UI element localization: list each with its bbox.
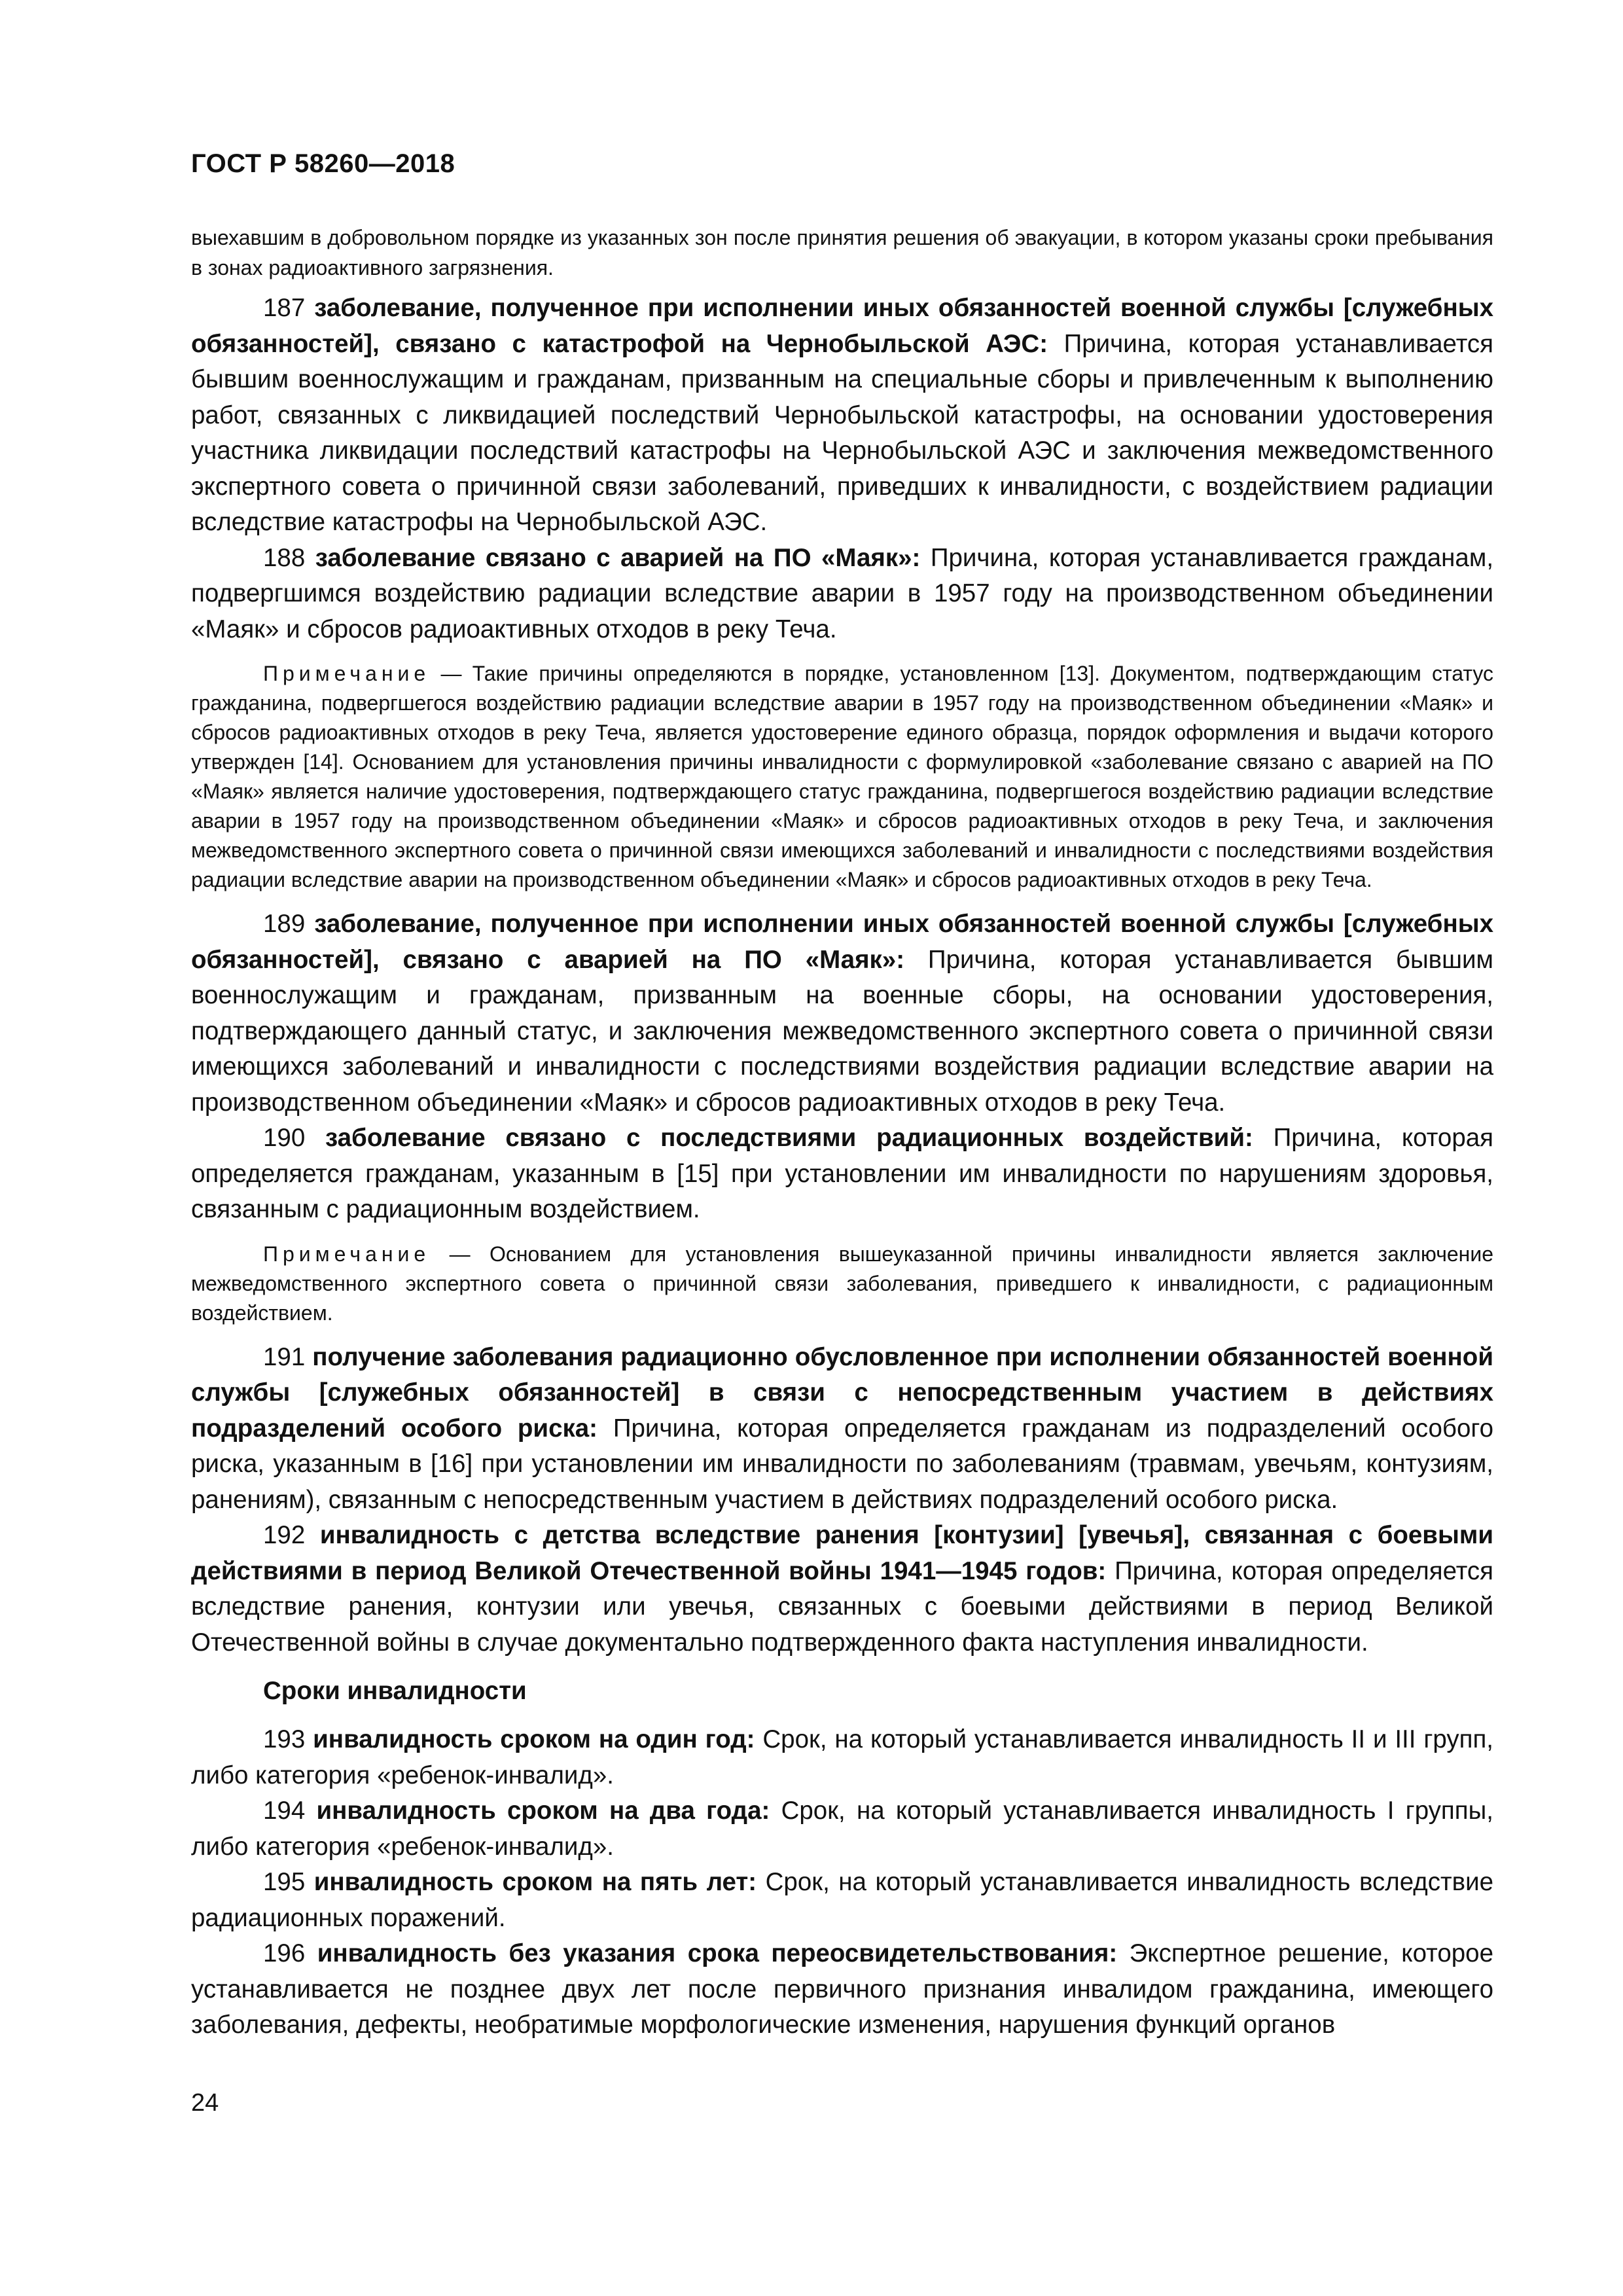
entry-definition: Причина, которая определяется гражданам из подразделений особого риска, указанным в [16] при установлении им инвалидности по заболеваниям (травмам, увечьям, контузиям, ранениям), связанным с непосредственным участием в действиях подразделений особого риска. bbox=[191, 1414, 1493, 1514]
entry-number: 187 bbox=[263, 294, 306, 322]
entry-definition: Причина, которая устанавливается бывшим военнослужащим и гражданам, призванным на военные сборы, на основании удостоверения, подтверждающего данный статус, и заключения межведомственного экспертного совета о причинной связи имеющихся заболеваний и инвалидности с последствиями воздействия радиации вследствие аварии на производственном объединении «Маяк» и сбросов радиоактивных отходов в реку Теча. bbox=[191, 945, 1493, 1117]
entry-number: 193 bbox=[263, 1725, 306, 1753]
note-label: Примечание bbox=[263, 1242, 431, 1266]
entry-195 bbox=[191, 1865, 1493, 1936]
document-header: ГОСТ Р 58260—2018 bbox=[191, 149, 455, 178]
entry-definition: Срок, на который устанавливается инвалидность II и III групп, либо категория «ребенок-инвалид». bbox=[191, 1725, 1493, 1789]
entry-term: заболевание связано с последствиями радиационных воздействий: bbox=[325, 1124, 1253, 1152]
entry-term: инвалидность сроком на пять лет: bbox=[313, 1868, 757, 1896]
entry-definition: Причина, которая определяется гражданам, указанным в [15] при установлении им инвалидности по нарушениям здоровья, связанным с радиационным воздействием. bbox=[191, 1124, 1493, 1223]
entry-187 bbox=[191, 291, 1493, 541]
entry-definition: Экспертное решение, которое устанавливается не позднее двух лет после первичного признания инвалидом гражданина, имеющего заболевания, дефекты, необратимые морфологические изменения, нарушения функций органов bbox=[191, 1939, 1493, 2039]
entry-term: заболевание, полученное при исполнении иных обязанностей военной службы [служебных обязанностей], связано с катастрофой на Чернобыльской АЭС: bbox=[191, 294, 1493, 358]
entry-term: заболевание, полученное при исполнении иных обязанностей военной службы [служебных обязанностей], связано с аварией на ПО «Маяк»: bbox=[191, 910, 1493, 974]
entry-definition: Срок, на который устанавливается инвалидность вследствие радиационных поражений. bbox=[191, 1868, 1493, 1932]
entry-number: 195 bbox=[263, 1868, 306, 1896]
intro-paragraph: выехавшим в добровольном порядке из указанных зон после принятия решения об эвакуации, в котором указаны сроки пребывания в зонах радиоактивного загрязнения. bbox=[191, 226, 1493, 279]
entry-192 bbox=[191, 1518, 1493, 1660]
note-label: Примечание bbox=[263, 662, 431, 685]
entry-number: 196 bbox=[263, 1939, 306, 1967]
entry-definition: Причина, которая определяется вследствие ранения, контузии или увечья, связанных с боевыми действиями в период Великой Отечественной войны в случае документально подтвержденного факта наступления инвалидности. bbox=[191, 1556, 1494, 1657]
entry-definition: Причина, которая устанавливается гражданам, подвергшимся воздействию радиации вследствие аварии в 1957 году на производственном объединении «Маяк» и сбросов радиоактивных отходов в реку Теча. bbox=[191, 543, 1494, 643]
entry-number: 190 bbox=[263, 1124, 306, 1152]
entry-191 bbox=[191, 1340, 1493, 1518]
entry-definition: Причина, которая устанавливается бывшим военнослужащим и гражданам, призванным на специальные сборы и привлеченным к выполнению работ, связанных с ликвидацией последствий Чернобыльской катастрофы, на основании удостоверения участника ликвидации последствий катастрофы на Чернобыльской АЭС и заключения межведомственного экспертного совета о причинной связи заболеваний, приведших к инвалидности, с воздействием радиации вследствие катастрофы на Чернобыльской АЭС. bbox=[191, 329, 1493, 536]
entry-term: инвалидность с детства вследствие ранения [контузии] [увечья], связанная с боевыми действиями в период Великой Отечественной войны 1941—1945 годов: bbox=[191, 1521, 1494, 1585]
entry-188 bbox=[191, 541, 1493, 648]
entry-193 bbox=[191, 1722, 1493, 1793]
entry-number: 192 bbox=[263, 1521, 306, 1549]
note-text: — Такие причины определяются в порядке, установленном [13]. Документом, подтверждающим статус гражданина, подвергшегося воздействию радиации вследствие аварии в 1957 году на производственном объединении «Маяк» и сбросов радиоактивных отходов в реку Теча, является удостоверение единого образца, порядок оформления и выдачи которого утвержден [14]. Основанием для установления причины инвалидности с формулировкой «заболевание связано с аварией на ПО «Маяк» является наличие удостоверения, подтверждающего статус гражданина, подвергшегося воздействию радиации вследствие аварии в 1957 году на производственном объединении «Маяк» и сбросов радиоактивных отходов в реку Теча, и заключения межведомственного экспертного совета о причинной связи имеющихся заболеваний и инвалидности с последствиями воздействия радиации вследствие аварии на производственном объединении «Маяк» и сбросов радиоактивных отходов в реку Теча. bbox=[191, 662, 1494, 891]
entry-189 bbox=[191, 906, 1493, 1121]
note-188 bbox=[191, 659, 1493, 895]
entry-term: заболевание связано с аварией на ПО «Маяк»: bbox=[315, 543, 921, 572]
page-number: 24 bbox=[191, 2089, 219, 2117]
entry-196 bbox=[191, 1936, 1493, 2043]
entry-number: 191 bbox=[263, 1342, 306, 1371]
entry-term: получение заболевания радиационно обусловленное при исполнении обязанностей военной службы [служебных обязанностей] в связи с непосредственным участием в действиях подразделений особого риска: bbox=[191, 1342, 1493, 1443]
document-body bbox=[191, 223, 1493, 2043]
entry-number: 194 bbox=[263, 1797, 306, 1825]
entry-number: 189 bbox=[263, 910, 306, 938]
entry-term: инвалидность без указания срока переосвидетельствования: bbox=[317, 1939, 1118, 1967]
section-heading: Сроки инвалидности bbox=[263, 1677, 527, 1705]
entry-number: 188 bbox=[263, 543, 306, 572]
note-text: — Основанием для установления вышеуказанной причины инвалидности является заключение межведомственного экспертного совета о причинной связи заболевания, приведшего к инвалидности, с радиационным воздействием. bbox=[191, 1242, 1494, 1325]
entry-term: инвалидность сроком на два года: bbox=[316, 1797, 770, 1825]
entry-term: инвалидность сроком на один год: bbox=[313, 1725, 755, 1753]
entry-190 bbox=[191, 1121, 1493, 1228]
entry-194 bbox=[191, 1793, 1493, 1865]
entry-definition: Срок, на который устанавливается инвалидность I группы, либо категория «ребенок-инвалид». bbox=[191, 1797, 1493, 1861]
note-190 bbox=[191, 1240, 1493, 1328]
